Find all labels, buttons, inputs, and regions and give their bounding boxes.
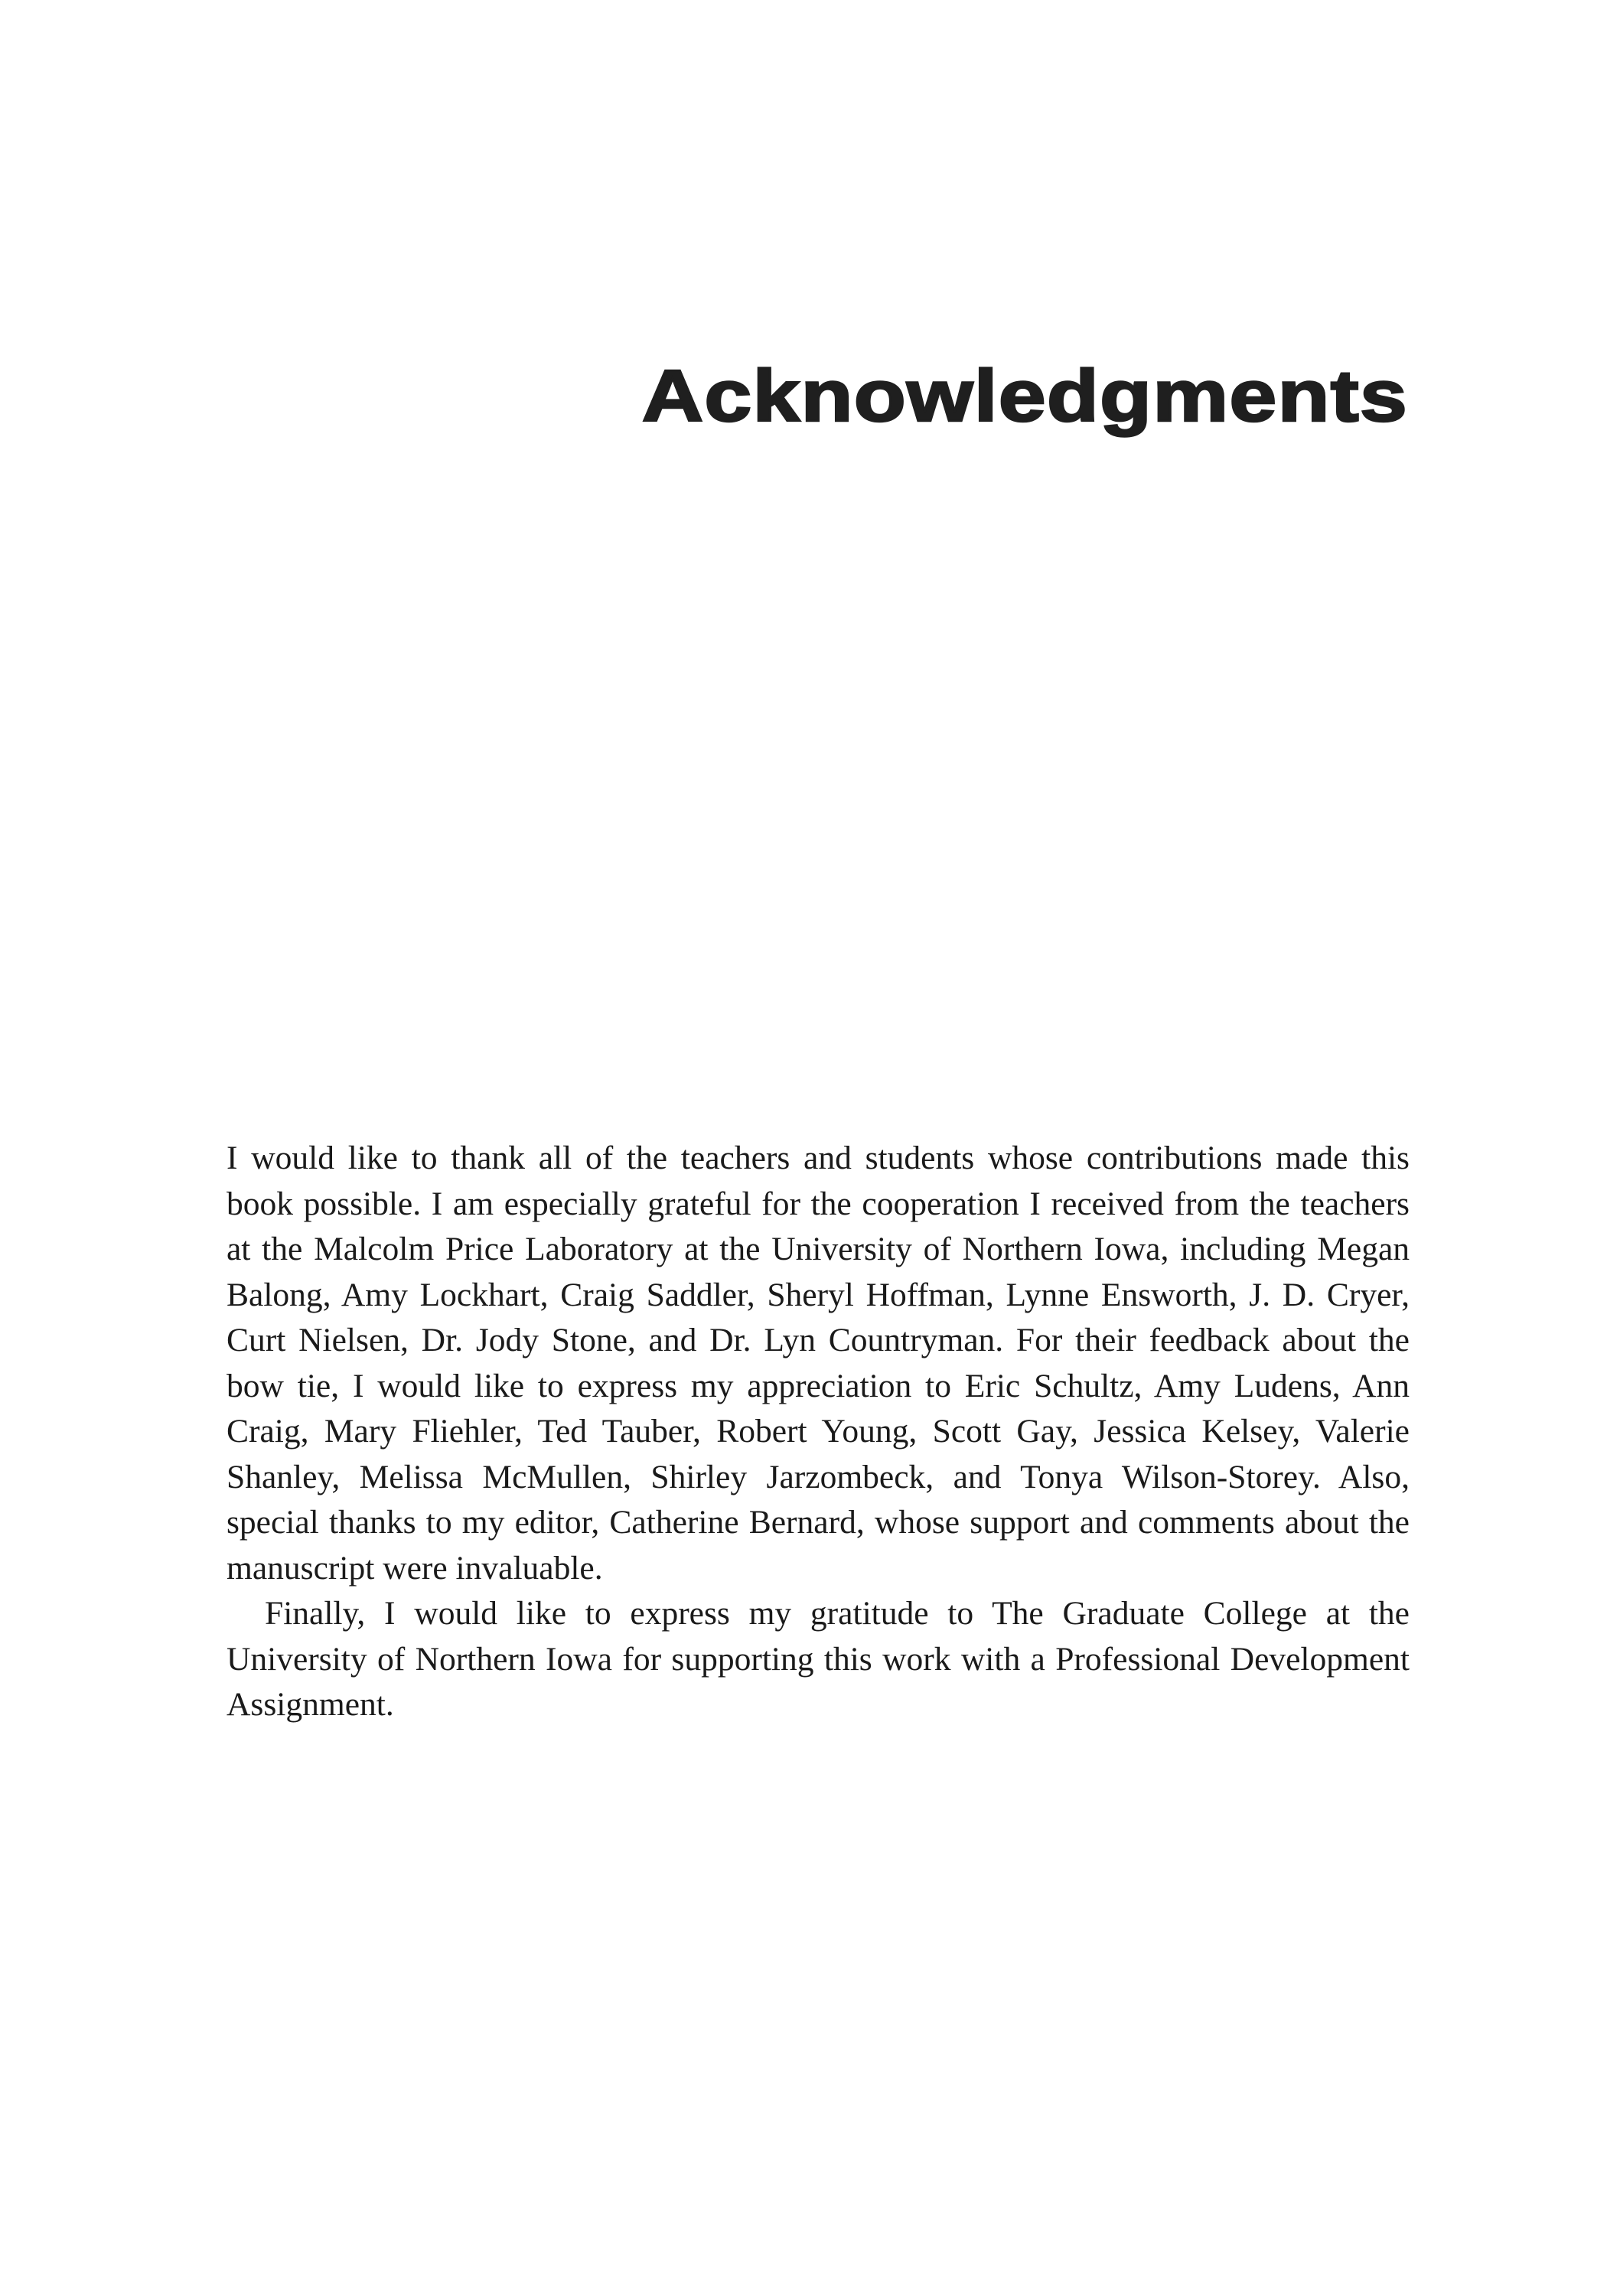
paragraph-1: I would like to thank all of the teachers and students whose contributions made this book possible. I am especially grateful for the cooperation I received from the teachers at the Malcolm Price Laboratory at the University of Northern Iowa, including Megan Balong, Amy Lockhart, Craig Saddler, Sheryl Hoffman, Lynne Ensworth, J. D. Cryer, Curt Nielsen, Dr. Jody Stone, and Dr. Lyn Countryman. For their feedback about the bow tie, I would like to express my appreciation to Eric Schultz, Amy Ludens, Ann Craig, Mary Fliehler, Ted Tauber, Robert Young, Scott Gay, Jessica Kelsey, Valerie Shanley, Melissa McMullen, Shirley Jarzombeck, and Tonya Wilson-Storey. Also, special thanks to my editor, Catherine Bernard, whose support and comments about the manuscript were invaluable. (227, 1140, 1410, 1587)
acknowledgments-body (227, 1136, 1410, 1728)
paragraph-2: Finally, I would like to express my gratitude to The Graduate College at the University of Northern Iowa for supporting this work with a Professional Development Assignment. (227, 1595, 1410, 1723)
page-title: Acknowledgments (641, 355, 1408, 437)
